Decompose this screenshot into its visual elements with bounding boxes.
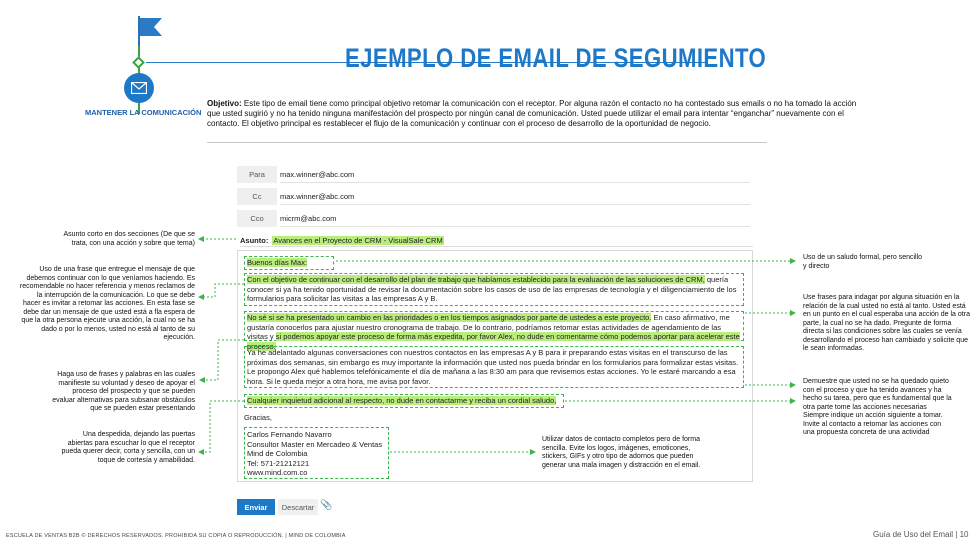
greeting: Buenos días Max: (244, 256, 334, 270)
note-subject: Asunto corto en dos secciones (De que se trata, con una acción y sobre que tema) (63, 231, 195, 247)
section-label: MANTENER LA COMUNICACIÓN (85, 108, 202, 117)
closing: Gracias, (244, 413, 272, 422)
footer-copyright: ESCUELA DE VENTAS B2B © DERECHOS RESERVADOS. PROHIBIDA SU COPIA O REPRODUCCIÓN. | MIND DE COLOMBIA (6, 533, 346, 539)
subject-value: Avances en el Proyecto de CRM - VisualSale CRM (273, 236, 443, 245)
paragraph-intro: Con el objetivo de continuar con el desarrollo del plan de trabajo que habíamos establecido para la evaluación de las soluciones de CRM, quería conocer si ya ha tenido oportunidad de revisar la documentación sobre los casos de uso de las empresas de tecnología y el diligenciamiento de los formularios para solicitar las visitas a las empresas A y B. (244, 273, 744, 306)
cc-field[interactable]: max.winner@abc.com (280, 188, 750, 205)
objective-body: Este tipo de email tiene como principal objetivo retomar la comunicación con el receptor. Por alguna razón el contacto no ha contestado sus emails o no ha tomado la acción que usted sugirió y no ha tenido ninguna manifestación del prospecto por ningún canal de comunicación. Usted puede utilizar el email para intentar “enganchar” nuevamente con el contacto. El objetivo principal es restablecer el flujo de la comunicación y continuar con el proceso de desarrollo de la oportunidad de negocio. (207, 99, 857, 128)
subject-label: Asunto: (240, 236, 269, 245)
note-intro: Uso de una frase que entregue el mensaje de que debemos continuar con lo que veníamos haciendo. Es recomendable no hacer referencia y menos reclamos de la interrupción de la comunicación. Lo que se debe hacer es invitar a retomar las acciones. En esta fase se debe dar un mensaje de que usted está a fla espera de que la otra persona ejecute una acción, la cual no se ha dado o por lo menos, usted no está al tanto de su ejecución. (19, 266, 195, 341)
send-button[interactable]: Enviar (237, 499, 275, 515)
signature: Carlos Fernando Navarro Consultor Master en Mercadeo & Ventas Mind de Colombia Tel: 571-21212121 www.mind.com.co (244, 427, 389, 479)
paragraph-progress: Ya he adelantado algunas conversaciones con nuestros contactos en las empresas A y B para ir preparando estas visitas en el transcurso de las próximas dos semanas, sin embargo es muy importante la información que usted nos pueda brindar en los formularios para formalizar estas visitas. Le propongo Alex qué hablemos telefónicamente el día de mañana a las 8:30 am para que revisemos estas acciones. Yo le estaré marcando a esa hora. Si le queda mejor a otra hora, me avisa por favor. (244, 346, 744, 388)
note-progress: Demuestre que usted no se ha quedado quieto con el proceso y que ha tenido avances y ha hecho su tarea, pero que es fundamental que la otra parte tome las acciones necesarias Siempre indique un acción siguiente a tomar. Invite al contacto a retomar las acciones con una propuesta concreta de una actividad (803, 378, 952, 436)
note-greeting: Uso de un saludo formal, pero sencillo y directo (803, 254, 923, 270)
paragraph-question: No sé si se ha presentado un cambio en las prioridades o en los tiempos asignados por parte de ustedes a este proyecto. En caso afirmativo, me gustaría conocerlos para ajustar nuestro cronograma de trabajo. De lo contrario, podríamos retomar estas actividades de agendamiento de las visitas y si podemos apoyar este proceso de forma más expedita, por favor Alex, no dude en comentarme cómo podemos aportar para acelerar este proceso. (244, 311, 744, 341)
field-label-para: Para (237, 166, 277, 183)
arrow-support (200, 340, 244, 380)
field-label-cco: Cco (237, 210, 277, 227)
note-inquire: Use frases para indagar por alguna situación en la relación de la cual usted no está al tanto. Usted está en un punto en el cual esperaba una acción de la otra parte, la cual no se ha dado. Pregunte de forma directa si las condiciones sobre las cuales se venía desarrollando el proceso han cambiado y solicite que le sean informadas. (803, 294, 970, 352)
arrow-farewell (199, 401, 244, 452)
attach-icon[interactable]: 📎 (320, 500, 333, 511)
discard-button[interactable]: Descartar (278, 499, 318, 515)
footer-page: Guía de Uso del Email | 10 (873, 530, 969, 539)
arrow-intro (199, 284, 244, 297)
bcc-field[interactable]: micrm@abc.com (280, 210, 750, 227)
note-farewell: Una despedida, dejando las puertas abiertas para escuchar lo que el receptor pueda querer decir, corta y sencilla, con un toque de cortesía y amabilidad. (61, 431, 195, 464)
note-support: Haga uso de frases y palabras en las cuales manifieste su voluntad y deseo de apoyar el proceso del prospecto y que se pueden evaluar alternativas para subsanar obstáculos que se pueden estar presentando (52, 371, 195, 412)
objective-label: Objetivo: (207, 99, 242, 108)
to-field[interactable]: max.winner@abc.com (280, 166, 750, 183)
field-label-cc: Cc (237, 188, 277, 205)
paragraph-closing: Cualquier inquietud adicional al respecto, no dude en contactarme y reciba un cordial saludo, (244, 394, 564, 408)
page-title: EJEMPLO DE EMAIL DE SEGUMIENTO (345, 43, 767, 73)
note-signature: Utilizar datos de contacto completos pero de forma sencilla. Evite los logos, imágenes, emoticones, stickers, GIFs y otro tipo de adornos que pueden generar una mala imagen y distracción en el email. (542, 436, 701, 469)
